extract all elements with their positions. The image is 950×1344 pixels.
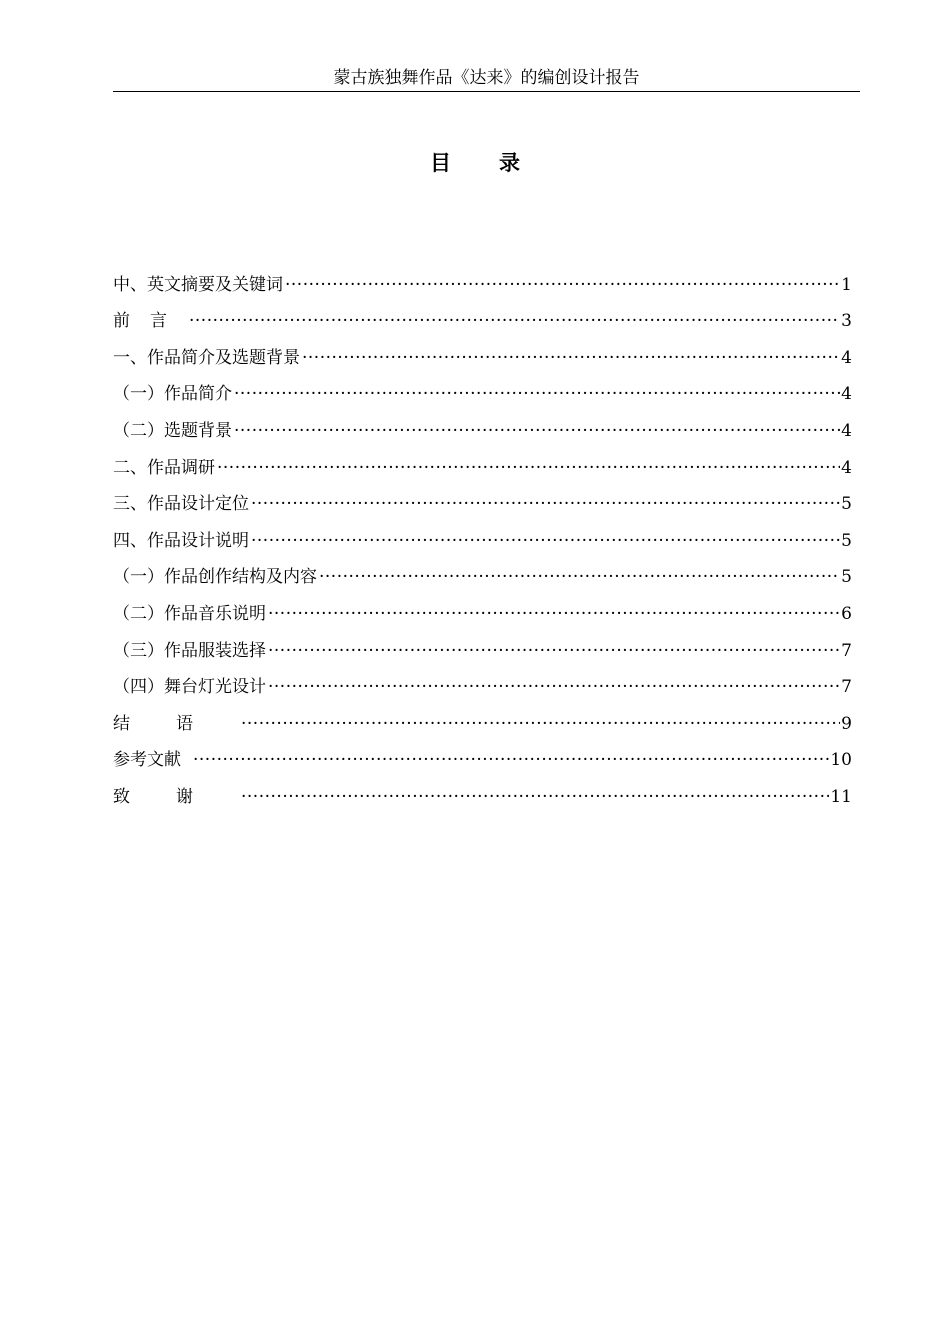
toc-entry[interactable] (113, 446, 852, 483)
toc-entry[interactable] (113, 519, 852, 556)
toc-entry-label: （四）舞台灯光设计 (113, 677, 266, 698)
toc-entry-page: 6 (841, 603, 852, 624)
toc-entry-page: 3 (841, 311, 852, 332)
toc-leader-dots (251, 526, 840, 556)
toc-leader-dots (193, 745, 829, 775)
toc-entry-page: 9 (841, 713, 852, 734)
toc-entry-page: 4 (841, 347, 852, 368)
toc-leader-dots (285, 270, 840, 300)
toc-entry[interactable] (113, 702, 852, 739)
toc-entry-page: 4 (841, 457, 852, 478)
toc-entry-page: 7 (841, 677, 852, 698)
toc-leader-dots (302, 343, 840, 373)
toc-entry-label: 中、英文摘要及关键词 (113, 274, 283, 295)
toc-leader-dots (189, 306, 840, 336)
toc-entry[interactable] (113, 409, 852, 446)
toc-entry[interactable] (113, 629, 852, 666)
toc-list (113, 263, 852, 812)
toc-entry[interactable] (113, 483, 852, 520)
toc-entry-page: 5 (841, 530, 852, 551)
toc-entry-page: 4 (841, 420, 852, 441)
toc-entry-label: （三）作品服装选择 (113, 640, 266, 661)
header-title: 蒙古族独舞作品《达来》的编创设计报告 (333, 68, 640, 88)
toc-title: 目录 (430, 150, 568, 175)
toc-entry-label: 致谢 (113, 786, 239, 807)
toc-entry-label: （一）作品简介 (113, 384, 232, 405)
toc-leader-dots (241, 709, 840, 739)
toc-leader-dots (241, 782, 829, 812)
toc-entry[interactable] (113, 666, 852, 703)
toc-entry-label: 三、作品设计定位 (113, 494, 249, 515)
toc-entry[interactable] (113, 263, 852, 300)
toc-entry-label: （二）作品音乐说明 (113, 603, 266, 624)
toc-leader-dots (268, 672, 840, 702)
toc-entry-page: 5 (841, 567, 852, 588)
toc-entry[interactable] (113, 556, 852, 593)
toc-leader-dots (234, 416, 840, 446)
toc-leader-dots (319, 562, 840, 592)
toc-entry-label: 结语 (113, 713, 239, 734)
toc-entry-label: （二）选题背景 (113, 420, 232, 441)
page-header (113, 66, 860, 92)
toc-entry-page: 1 (841, 274, 852, 295)
toc-entry-label: 参考文献 (113, 750, 181, 771)
toc-entry-label: 二、作品调研 (113, 457, 215, 478)
toc-entry[interactable] (113, 300, 852, 337)
toc-leader-dots (234, 379, 840, 409)
toc-leader-dots (268, 599, 840, 629)
toc-leader-dots (217, 453, 840, 483)
toc-entry[interactable] (113, 775, 852, 812)
toc-leader-dots (251, 489, 840, 519)
toc-entry-label: 四、作品设计说明 (113, 530, 249, 551)
toc-entry-page: 11 (830, 786, 852, 807)
toc-entry[interactable] (113, 373, 852, 410)
toc-entry-page: 10 (830, 750, 852, 771)
toc-entry-label: （一）作品创作结构及内容 (113, 567, 317, 588)
toc-entry[interactable] (113, 336, 852, 373)
toc-entry-label: 一、作品简介及选题背景 (113, 347, 300, 368)
toc-leader-dots (268, 636, 840, 666)
toc-entry-page: 7 (841, 640, 852, 661)
toc-entry[interactable] (113, 592, 852, 629)
toc-entry-label: 前言 (113, 311, 187, 332)
toc-entry-page: 4 (841, 384, 852, 405)
toc-entry[interactable] (113, 739, 852, 776)
toc-entry-page: 5 (841, 494, 852, 515)
